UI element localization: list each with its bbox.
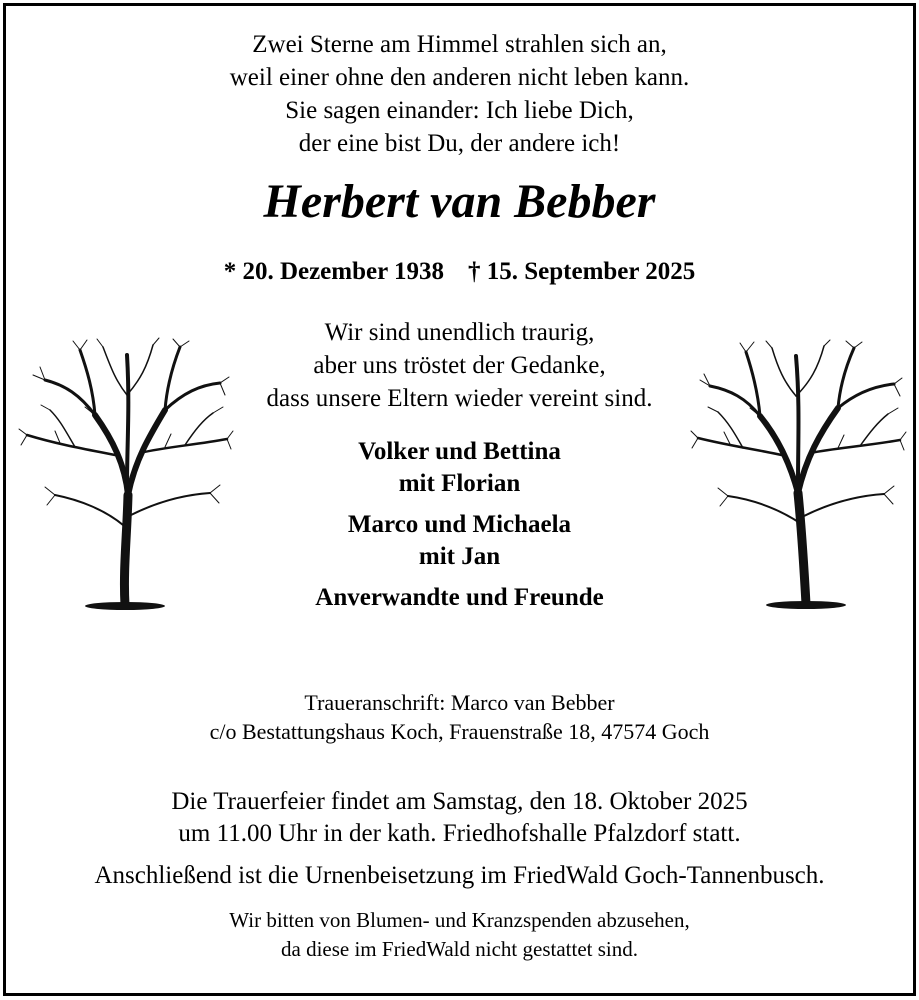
birth-date: * 20. Dezember 1938: [223, 258, 444, 285]
ceremony-info: [0, 786, 919, 850]
bare-tree-icon: [688, 338, 908, 612]
flower-request: [0, 906, 919, 964]
poem-line: der eine bist Du, der andere ich!: [298, 130, 621, 157]
death-date: † 15. September 2025: [468, 258, 696, 285]
address-line: c/o Bestattungshaus Koch, Frauenstraße 18, 47574 Goch: [209, 719, 710, 744]
poem-line: Sie sagen einander: Ich liebe Dich,: [285, 97, 634, 124]
comfort-line: dass unsere Eltern wieder vereint sind.: [266, 385, 653, 412]
family-line: mit Jan: [418, 543, 501, 570]
bare-tree-icon: [15, 335, 235, 613]
mourning-address: [0, 688, 919, 746]
family-group-3: Anverwandte und Freunde: [315, 584, 604, 611]
request-line: Wir bitten von Blumen- und Kranzspenden abzusehen,: [229, 908, 690, 932]
burial-info: Anschließend ist die Urnenbeisetzung im FriedWald Goch-Tannenbusch.: [94, 862, 825, 889]
ceremony-line: um 11.00 Uhr in der kath. Friedhofshalle Pfalzdorf statt.: [178, 820, 741, 847]
family-line: Volker und Bettina: [358, 438, 561, 465]
family-line: mit Florian: [398, 470, 521, 497]
life-dates: [0, 256, 919, 288]
address-line: Traueranschrift: Marco van Bebber: [304, 690, 615, 715]
deceased-name: Herbert van Bebber: [263, 175, 656, 228]
family-line: Marco und Michaela: [347, 511, 572, 538]
ceremony-line: Die Trauerfeier findet am Samstag, den 18. Oktober 2025: [171, 788, 748, 815]
poem-line: weil einer ohne den anderen nicht leben kann.: [229, 64, 690, 91]
poem: [0, 28, 919, 160]
comfort-line: Wir sind unendlich traurig,: [324, 319, 595, 346]
request-line: da diese im FriedWald nicht gestattet sind.: [281, 937, 638, 961]
comfort-line: aber uns tröstet der Gedanke,: [313, 352, 606, 379]
poem-line: Zwei Sterne am Himmel strahlen sich an,: [252, 31, 667, 58]
